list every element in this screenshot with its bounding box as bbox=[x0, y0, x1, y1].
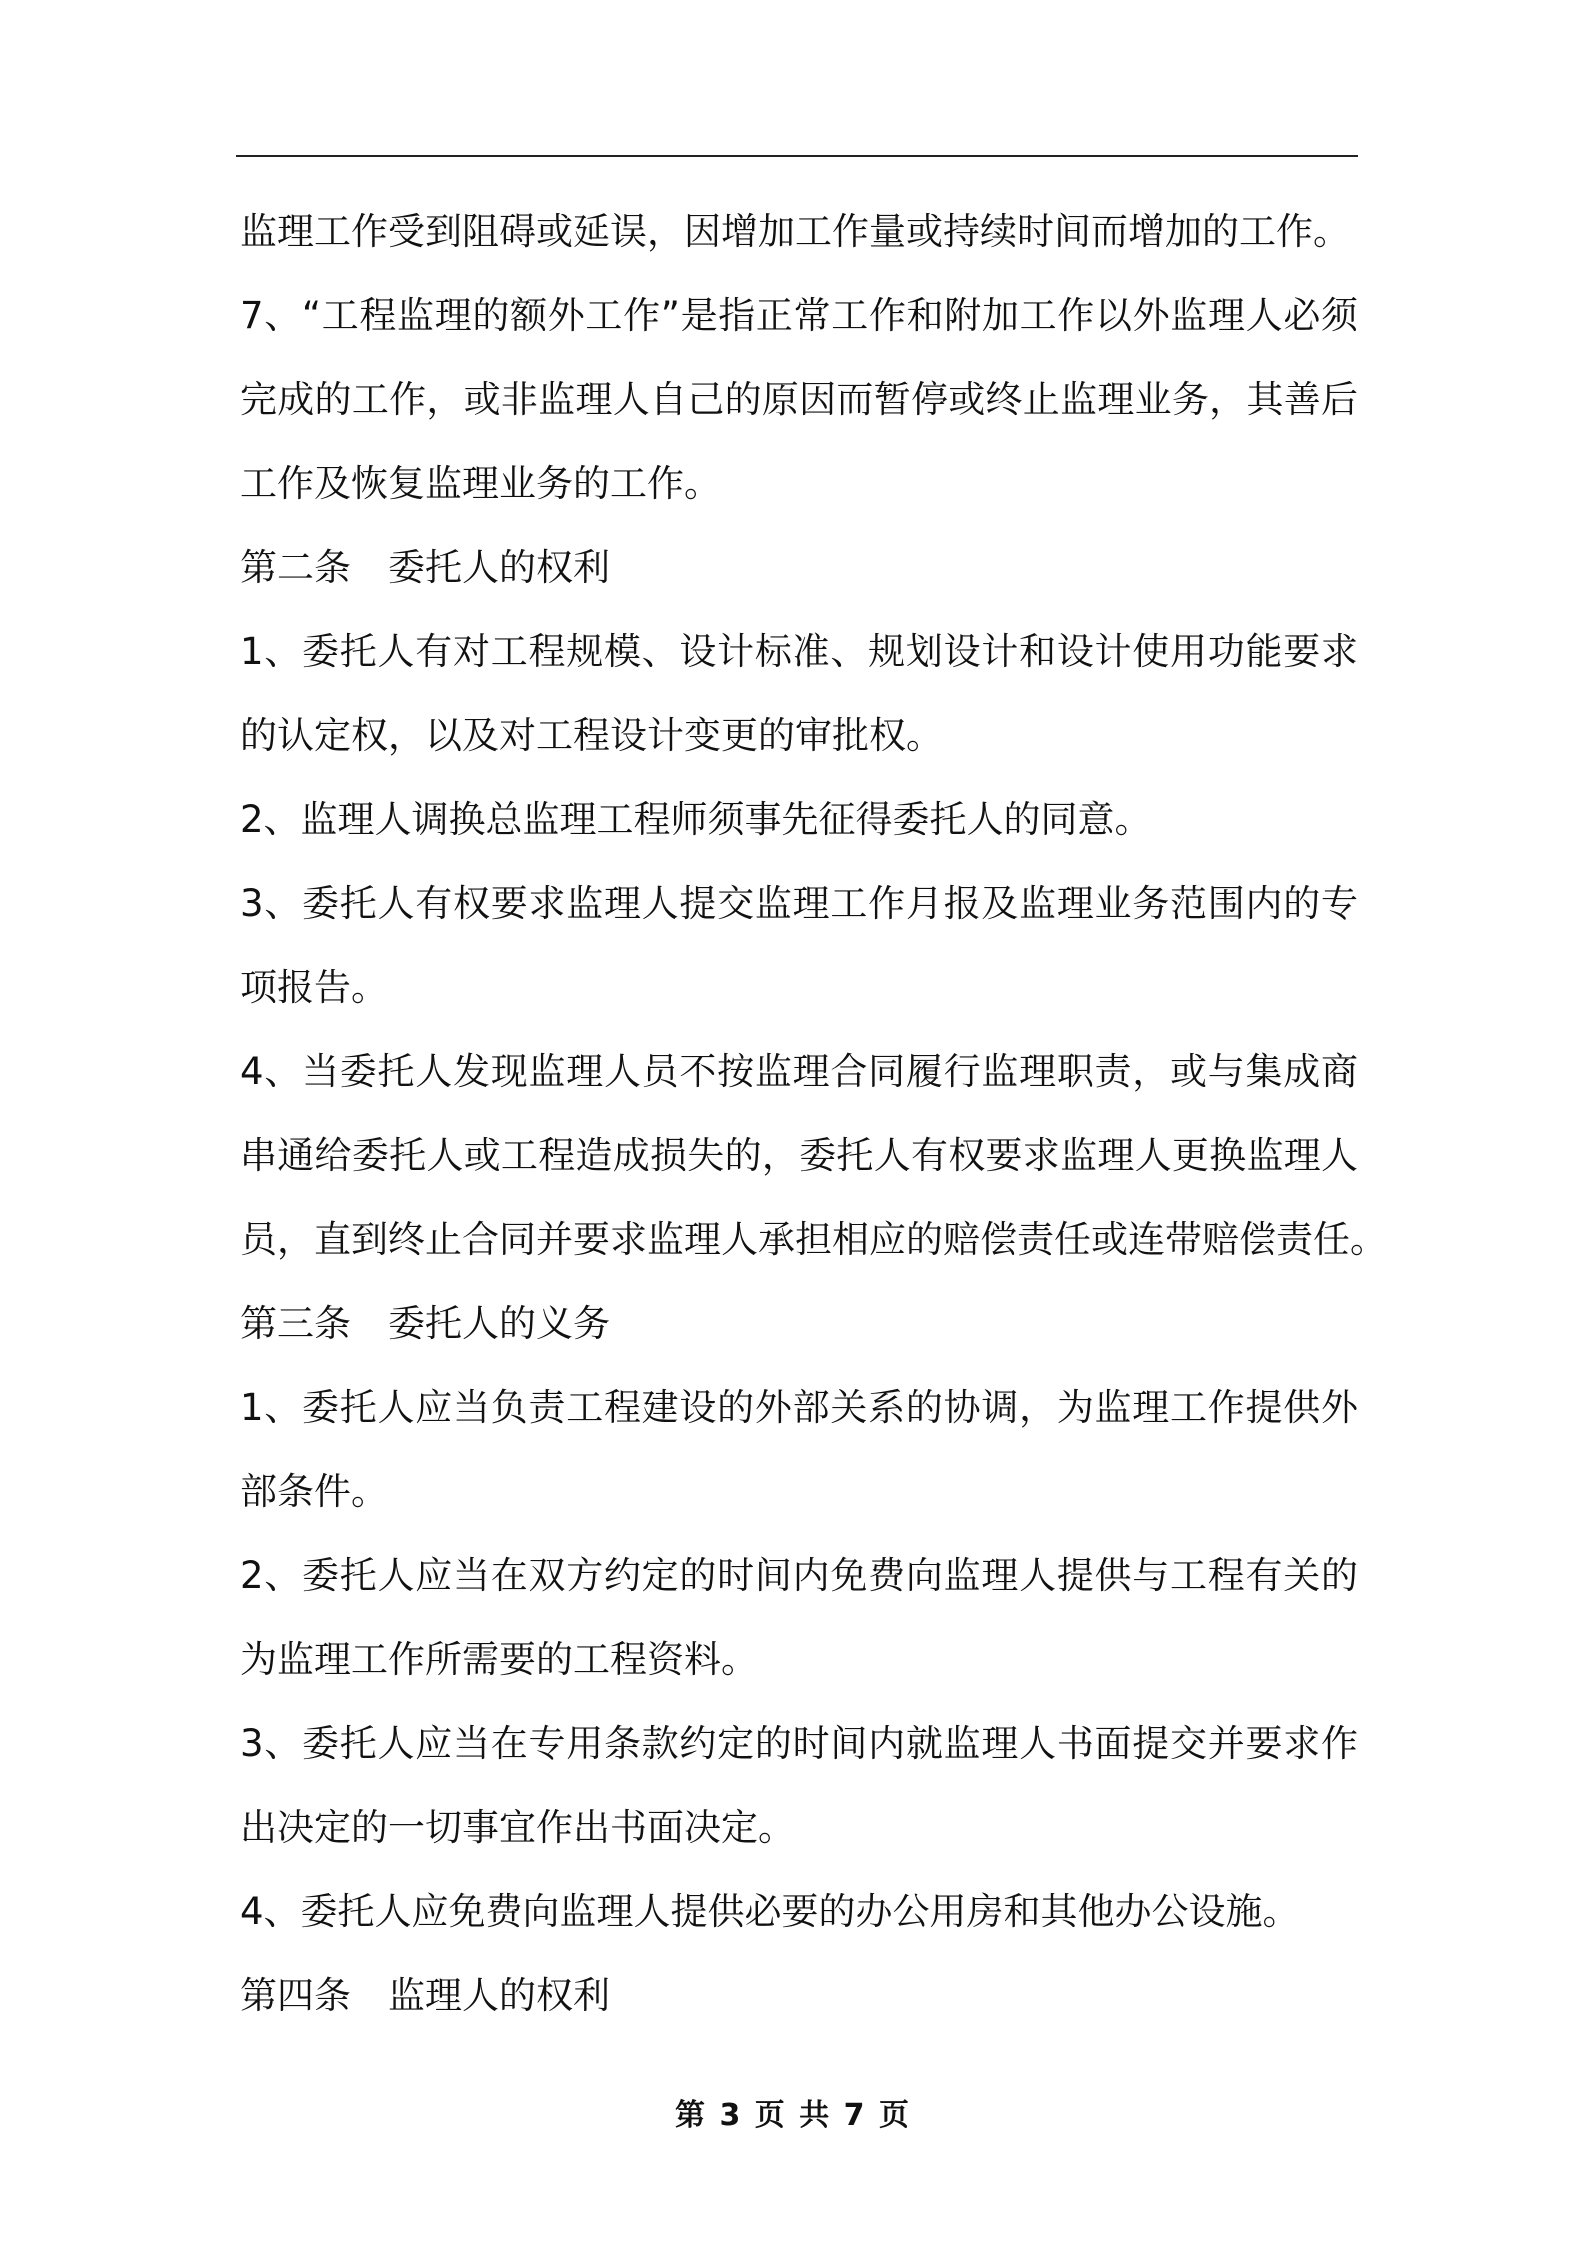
paragraph-line: 部条件。 bbox=[240, 1470, 388, 1513]
paragraph-line: 3、委托人有权要求监理人提交监理工作月报及监理业务范围内的专 bbox=[240, 882, 1358, 925]
paragraph-line: 4、当委托人发现监理人员不按监理合同履行监理职责，或与集成商 bbox=[240, 1050, 1358, 1093]
paragraph-line: 1、委托人有对工程规模、设计标准、规划设计和设计使用功能要求 bbox=[240, 630, 1358, 673]
document-body bbox=[240, 190, 1387, 2038]
article-heading: 第二条 委托人的权利 bbox=[240, 546, 610, 589]
page-number-footer: 第 3 页 共 7 页 bbox=[675, 2098, 911, 2133]
paragraph-line: 的认定权，以及对工程设计变更的审批权。 bbox=[240, 714, 943, 757]
paragraph-line: 2、监理人调换总监理工程师须事先征得委托人的同意。 bbox=[240, 798, 1152, 841]
paragraph-line: 7、“工程监理的额外工作”是指正常工作和附加工作以外监理人必须 bbox=[240, 294, 1358, 337]
paragraph-line: 完成的工作，或非监理人自己的原因而暂停或终止监理业务，其善后 bbox=[240, 378, 1358, 421]
paragraph-line: 项报告。 bbox=[240, 966, 388, 1009]
paragraph-line: 为监理工作所需要的工程资料。 bbox=[240, 1638, 758, 1681]
article-heading: 第四条 监理人的权利 bbox=[240, 1974, 610, 2017]
paragraph-line: 串通给委托人或工程造成损失的，委托人有权要求监理人更换监理人 bbox=[240, 1134, 1358, 1177]
article-heading: 第三条 委托人的义务 bbox=[240, 1302, 610, 1345]
paragraph-line: 3、委托人应当在专用条款约定的时间内就监理人书面提交并要求作 bbox=[240, 1722, 1358, 1765]
header-rule bbox=[236, 155, 1358, 157]
paragraph-line: 员，直到终止合同并要求监理人承担相应的赔偿责任或连带赔偿责任。 bbox=[240, 1218, 1387, 1261]
paragraph-line: 4、委托人应免费向监理人提供必要的办公用房和其他办公设施。 bbox=[240, 1890, 1300, 1933]
paragraph-line: 监理工作受到阻碍或延误，因增加工作量或持续时间而增加的工作。 bbox=[240, 210, 1350, 253]
paragraph-line: 2、委托人应当在双方约定的时间内免费向监理人提供与工程有关的 bbox=[240, 1554, 1358, 1597]
paragraph-line: 1、委托人应当负责工程建设的外部关系的协调，为监理工作提供外 bbox=[240, 1386, 1358, 1429]
paragraph-line: 工作及恢复监理业务的工作。 bbox=[240, 462, 721, 505]
paragraph-line: 出决定的一切事宜作出书面决定。 bbox=[240, 1806, 795, 1849]
